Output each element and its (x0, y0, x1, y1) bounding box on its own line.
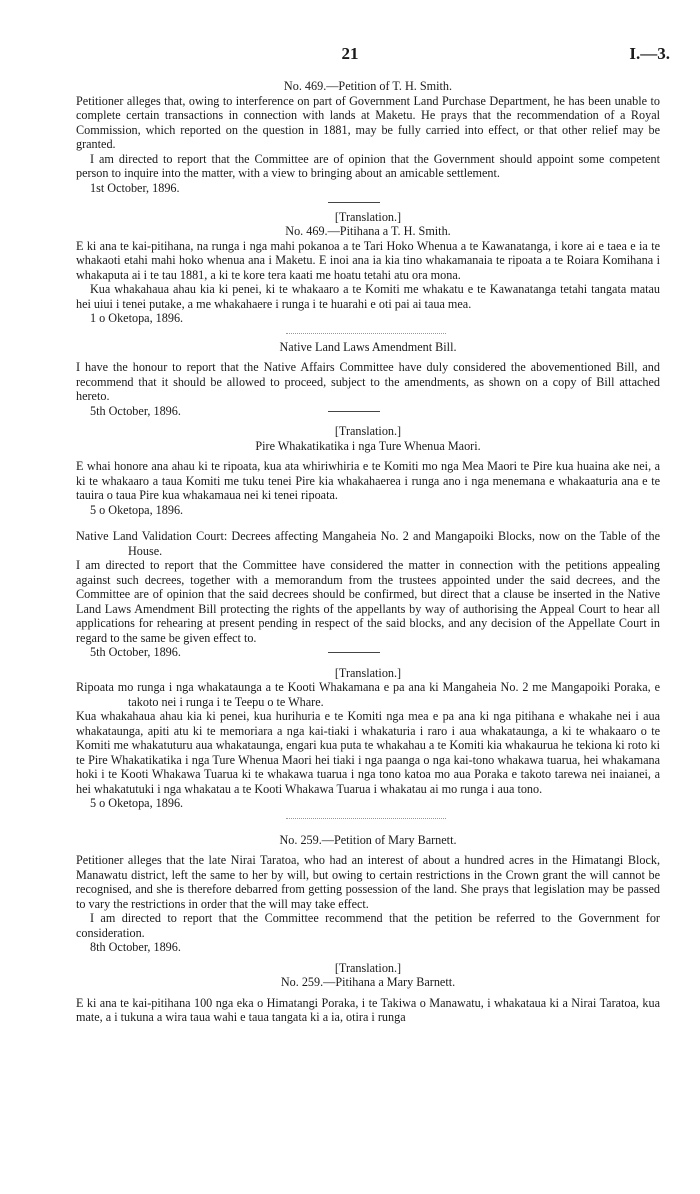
translation-heading: Pire Whakatikatika i nga Ture Whenua Maori. (255, 438, 481, 453)
date-line: 5 o Oketopa, 1896. (90, 502, 184, 517)
date-line: 5th October, 1896. (90, 403, 181, 418)
paragraph: Petitioner alleges that the late Nirai Taratoa, who had an interest of about a hundred acres in the Himatangi Block, Manawatu district, left the same to her by will, but owing to certain restrictions in the Crown grant the will cannot be recognised, and she is therefore debarred from getting possession of the land. She prays that legislation may be passed to vary the restrictions in order that the will may take effect. (76, 853, 660, 911)
section-heading: No. 259.—Petition of Mary Barnett. (279, 832, 457, 847)
section-divider (76, 811, 660, 833)
date-line: 8th October, 1896. (90, 940, 181, 954)
series-reference: I.—3. (629, 44, 670, 63)
translation-label: [Translation.] (334, 424, 402, 438)
date-line: 1 o Oketopa, 1896. (90, 311, 184, 325)
paragraph: Kua whakahaua ahau kia ki penei, ki te whakaaro a te Komiti me whakatu e te Kawanatanga tetahi tangata matau hei uiui i tenei putake, a me whakahaere i runga i te huarahi e oti pai ai taua mea. (76, 282, 660, 311)
page-number: 21 (341, 44, 359, 63)
date-line: 1st October, 1896. (90, 180, 180, 195)
short-rule (76, 404, 660, 419)
paragraph: I am directed to report that the Committee are of opinion that the Government should appoint some competent person to inquire into the matter, with a view to bringing about an amicable settlement. (76, 151, 660, 180)
paragraph: I have the honour to report that the Native Affairs Committee have duly considered the abovementioned Bill, and recommend that it should be allowed to proceed, subject to the amendments, as shown on a copy of Bill attached hereto. (76, 360, 660, 403)
translation-heading: No. 469.—Pitihana a T. H. Smith. (285, 224, 451, 238)
translation-heading: Ripoata mo runga i nga whakataunga a te Kooti Whakamana e pa ana ki Mangaheia No. 2 me Mangapoiki Poraka, e takoto nei i runga i te Teepu o te Whare. (76, 680, 660, 709)
section-heading: No. 469.—Petition of T. H. Smith. (283, 79, 453, 93)
paragraph: I am directed to report that the Committee recommend that the petition be referred to the Government for consideration. (76, 911, 660, 940)
section-divider (76, 326, 660, 340)
section-heading: Native Land Laws Amendment Bill. (279, 339, 457, 354)
paragraph: I am directed to report that the Committee have considered the matter in connection with the petitions appealing against such decrees, together with a memorandum from the trustees appointed under the said decrees, and the Committee are of opinion that the said decrees should be confirmed, but direct that a clause be inserted in the Native Land Laws Amendment Bill protecting the rights of the appellants by way of authorising the Appeal Court to hear all applications for rehearing at present pending in respect of the said blocks, and any decision of the Appellate Court in regard to the same be given effect to. (76, 558, 660, 645)
translation-label: [Translation.] (334, 209, 402, 224)
section-heading: Native Land Validation Court: Decrees affecting Mangaheia No. 2 and Mangapoiki Blocks, now on the Table of the House. (76, 529, 660, 558)
translation-label: [Translation.] (334, 960, 402, 975)
translation-heading: No. 259.—Pitihana a Mary Barnett. (280, 975, 456, 989)
paragraph: Kua whakahaua ahau kia ki penei, kua hurihuria e te Komiti nga mea e pa ana ki nga pitihana e whakahe nei i aua whakataunga, apiti atu ki te memoriara a nga kai-tiaki i whakaturia i raro i aua whakataunga, a ki te whakaaro o te Komiti me whakatuturu aua whakataunga, engari kua puta te whakahau a te Komiti kia whakaurua he tekiona ki roto ki te Pire Whakatikatika i nga Ture Whenua Maori hei tiaki i nga paanga o nga kai-tono whakawa tuarua, hei whakamana hoki i te Kooti Whakawa Tuarua ki te whakawa tuarua i nga tono katoa mo aua Poraka e takoto tarewa nei inaianei, a hei whakatutuki i nga whakatau a te Kooti Whakawa Tuarua i whakatau ai mo runga i aua tono. (76, 709, 660, 796)
paragraph: E ki ana te kai-pitihana 100 nga eka o Himatangi Poraka, i te Takiwa o Manawatu, i whakataua ki a Nirai Taratoa, kua mate, a i tukuna a wira taua wahi e taua tangata ki a ia, otira i runga (76, 995, 660, 1024)
paragraph: E whai honore ana ahau ki te ripoata, kua ata whiriwhiria e te Komiti mo nga Mea Maori te Pire kua huaina ake nei, a ki te whakaaro a taua Komiti me tuku tenei Pire kia whakahaerea i runga ano i nga menemana e whakaaturia ana e te tauira o taua Pire kua whakamaua nei ki tenei ripoata. (76, 459, 660, 502)
paragraph: Petitioner alleges that, owing to interference on part of Government Land Purchase Department, he has been unable to complete certain transactions in connection with lands at Maketu. He prays that the recommendation of a Royal Commission, which reported on the question in 1881, may be fully carried into effect, or that other relief may be granted. (76, 93, 660, 151)
short-rule (76, 195, 660, 210)
page-body (76, 79, 660, 1025)
paragraph: E ki ana te kai-pitihana, na runga i nga mahi pokanoa a te Tari Hoko Whenua a te Kawanatanga, i kore ai e taea e ia te whakaoti etahi mahi hoko whenua ana i Maketu. E inoi ana ia kia tino whakamanaia te ripoata a te Roiara Komihana i whakaputa ai i te tau 1881, a ki te kore tera kaati me hoatu tetahi atu ora mona. (76, 238, 660, 282)
date-line: 5 o Oketopa, 1896. (90, 796, 184, 810)
translation-label: [Translation.] (334, 665, 402, 680)
short-rule (76, 645, 660, 660)
date-line: 5th October, 1896. (90, 645, 181, 659)
